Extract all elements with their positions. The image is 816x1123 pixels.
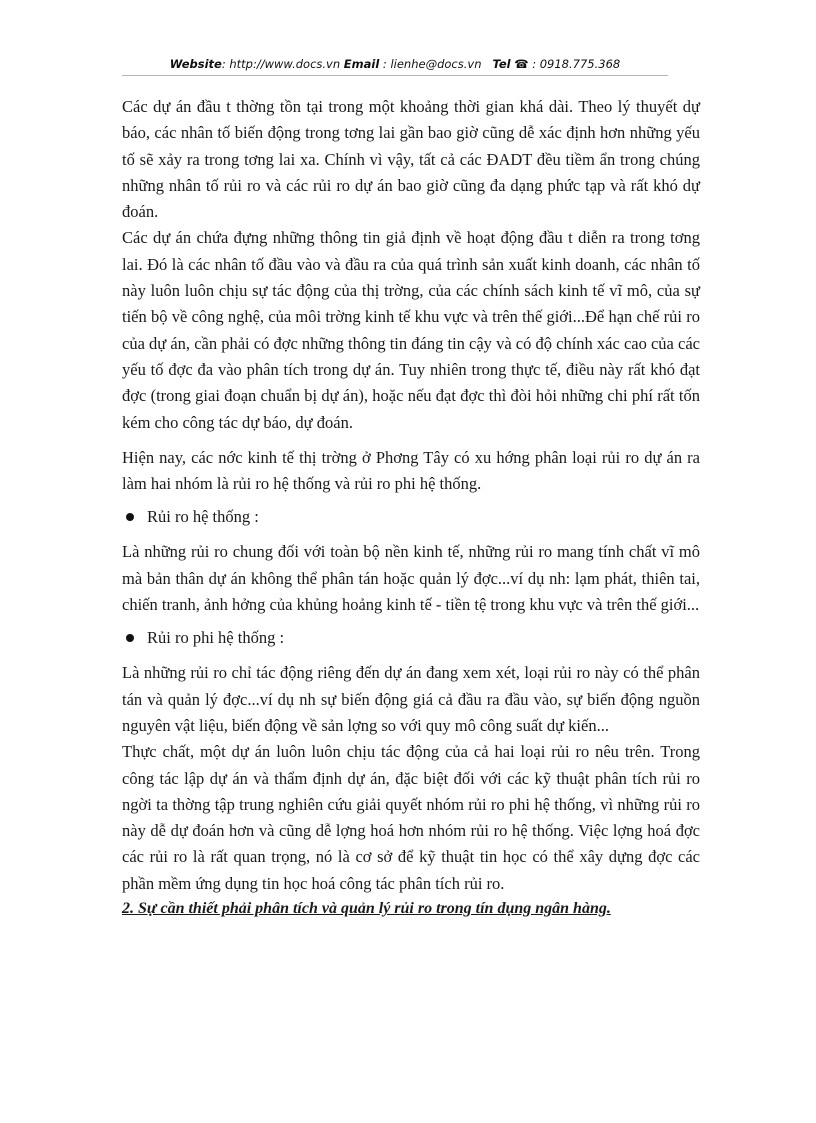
bullet-dot-icon (126, 513, 134, 521)
bullet-item-systematic-risk (122, 504, 700, 530)
paragraph-3: Hiện nay, các nớc kinh tế thị trờng ở Phơng Tây có xu hớng phân loại rủi ro dự án ra làm hai nhóm là rủi ro hệ thống và rủi ro phi hệ thống. (122, 447, 700, 494)
bullet-item-unsystematic-risk (122, 625, 700, 651)
header-divider (122, 75, 668, 76)
paragraph-1: Các dự án đầu t thờng tồn tại trong một khoảng thời gian khá dài. Theo lý thuyết dự báo, các nhân tố biến động trong tơng lai gần bao giờ cũng dễ xác định hơn những yếu tố sẽ xảy ra trong tơng lai xa. Chính vì vậy, tất cả các ĐADT đều tiềm ẩn trong chúng những nhân tố rủi ro và các rủi ro dự án bao giờ cũng đa dạng phức tạp và rất khó dự đoán. (122, 97, 700, 222)
tel-label: Tel (492, 57, 511, 71)
section-heading: 2. Sự cần thiết phải phân tích và quản lý rủi ro trong tín dụng ngân hàng. (122, 900, 611, 918)
page-header (122, 57, 668, 71)
bullet-label: Rủi ro phi hệ thống : (147, 628, 285, 648)
tel-value: ☎ : 0918.775.368 (510, 57, 621, 71)
document-body (122, 94, 700, 920)
paragraph-5: Là những rủi ro chỉ tác động riêng đến dự án đang xem xét, loại rủi ro này có thể phân tán và quản lý đợc...ví dụ nh sự biến động giá cả đầu ra đầu vào, sự biến động nguồn nguyên vật liệu, biến động về sản lợng so với quy mô công suất dự kiến... (122, 663, 700, 735)
paragraph-4: Là những rủi ro chung đối với toàn bộ nền kinh tế, những rủi ro mang tính chất vĩ mô mà bản thân dự án không thể phân tán hoặc quản lý đợc...ví dụ nh: lạm phát, thiên tai, chiến tranh, ảnh hởng của khủng hoảng kinh tế - tiền tệ trong khu vực và trên thế giới... (122, 542, 700, 615)
paragraph-2: Các dự án chứa đựng những thông tin giả định về hoạt động đầu t diễn ra trong tơng lai. Đó là các nhân tố đầu vào và đầu ra của quá trình sản xuất kinh doanh, các nhân tố này luôn luôn chịu sự tác động của thị trờng, của các chính sách kinh tế vĩ mô, của sự tiến bộ về công nghệ, của môi trờng kinh tế khu vực và trên thế giới...Để hạn chế rủi ro của dự án, cần phải có đợc những thông tin đáng tin cậy và có độ chính xác cao của các yếu tố đợc đa vào phân tích trong dự án. Tuy nhiên trong thực tế, điều này rất khó đạt đợc (trong giai đoạn chuẩn bị dự án), hoặc nếu đạt đợc thì đòi hỏi những chi phí rất tốn kém cho công tác dự báo, dự đoán. (122, 228, 700, 432)
bullet-dot-icon (126, 634, 134, 642)
email-label: Email (343, 57, 380, 71)
website-value: : http://www.docs.vn (221, 57, 341, 71)
paragraph-6: Thực chất, một dự án luôn luôn chịu tác động của cả hai loại rủi ro nêu trên. Trong công tác lập dự án và thẩm định dự án, đặc biệt đối với các kỹ thuật phân tích rủi ro ngời ta thờng tập trung nghiên cứu giải quyết nhóm rủi ro phi hệ thống, vì những rủi ro này dễ dự đoán hơn và cũng dễ lợng hoá hơn nhóm rủi ro hệ thống. Việc lợng hoá đợc các rủi ro là rất quan trọng, nó là cơ sở để kỹ thuật tin học có thể xây dựng đợc các phần mềm ứng dụng tin học hoá công tác phân tích rủi ro. (122, 742, 700, 893)
website-label: Website (169, 57, 222, 71)
bullet-label: Rủi ro hệ thống : (147, 507, 259, 527)
email-value: : lienhe@docs.vn (379, 57, 482, 71)
